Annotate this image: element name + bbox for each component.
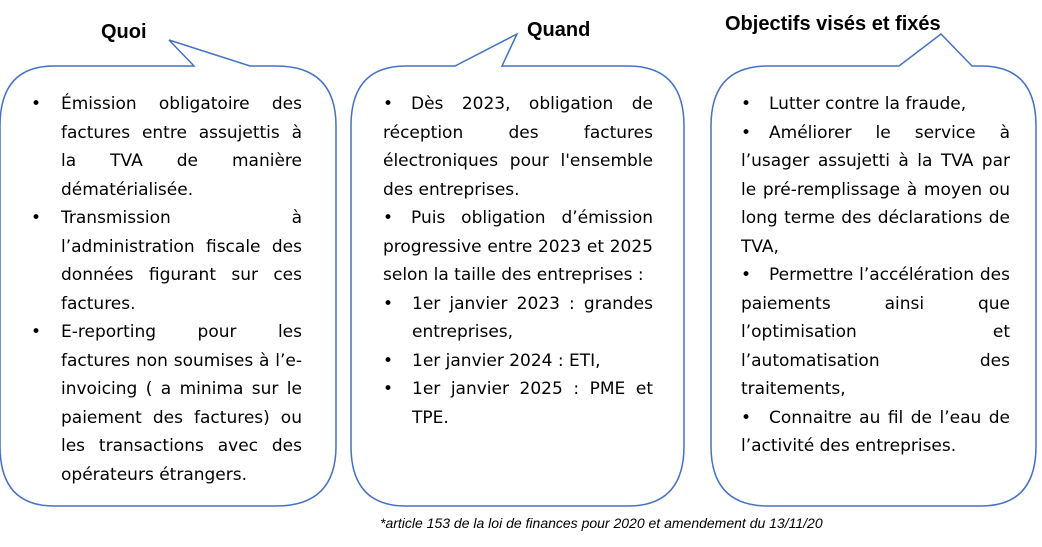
quoi-list (31, 90, 302, 489)
objectifs-item: • Lutter contre la fraude, (741, 90, 1010, 119)
quand-item: • Puis obligation d’émission progressive entre 2023 et 2025 selon la taille des entreprises : (383, 204, 653, 290)
objectifs-item: • Améliorer le service à l’usager assujetti à la TVA par le pré-remplissage à moyen ou long terme des déclarations de TVA, (741, 119, 1010, 262)
quand-content (383, 90, 653, 432)
footnote: *article 153 de la loi de finances pour 2020 et amendement du 13/11/20 (380, 515, 823, 531)
quoi-content (31, 90, 302, 489)
objectifs-list (741, 90, 1010, 461)
quand-item: • Dès 2023, obligation de réception des factures électroniques pour l'ensemble des entreprises. (383, 90, 653, 204)
quand-subitem: • 1er janvier 2025 : PME et TPE. (383, 375, 653, 432)
quand-subitem: • 1er janvier 2023 : grandes entreprises, (383, 290, 653, 347)
objectifs-item: • Connaitre au fil de l’eau de l’activité des entreprises. (741, 404, 1010, 461)
heading-objectifs: Objectifs visés et fixés (725, 13, 941, 35)
heading-quand: Quand (527, 19, 591, 41)
quoi-item: • Transmission à l’administration fiscale des données figurant sur ces factures. (31, 204, 302, 318)
heading-quoi: Quoi (101, 21, 147, 43)
quand-list (383, 90, 653, 432)
quoi-item: • E-reporting pour les factures non soumises à l’e-invoicing ( a minima sur le paiement des factures) ou les transactions avec des opérateurs étrangers. (31, 318, 302, 489)
quoi-item: • Émission obligatoire des factures entre assujettis à la TVA de manière dématérialisée. (31, 90, 302, 204)
quand-subitem: • 1er janvier 2024 : ETI, (383, 347, 653, 376)
objectifs-item: • Permettre l’accélération des paiements ainsi que l’optimisation et l’automatisation des traitements, (741, 261, 1010, 404)
objectifs-content (741, 90, 1010, 461)
